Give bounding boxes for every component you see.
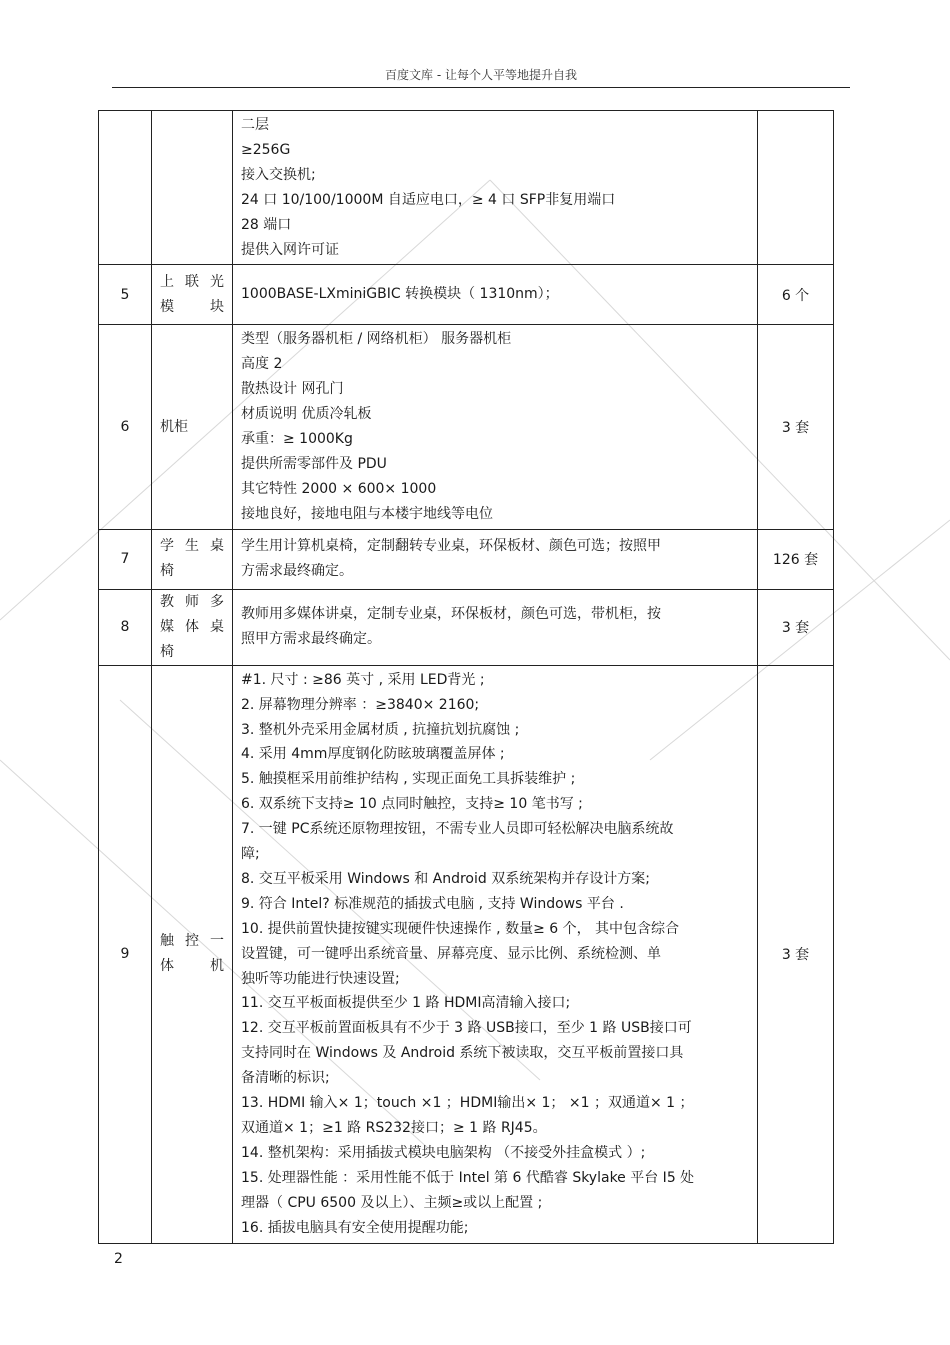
item-spec-cell [233, 529, 758, 589]
item-quantity-cell: 3 套 [758, 325, 834, 529]
spec-line: 散热设计 网孔门 [241, 381, 344, 398]
item-number-cell [99, 111, 152, 265]
spec-line: 其它特性 2000 × 600× 1000 [241, 480, 437, 497]
spec-line: 二层 [241, 117, 269, 133]
spec-line: 方需求最终确定。 [241, 563, 353, 580]
table-row [99, 111, 834, 265]
specification-table [98, 110, 834, 1244]
item-name-line: 椅 [160, 563, 174, 580]
item-name-line: 机柜 [160, 418, 188, 435]
spec-line: 高度 2 [241, 356, 283, 373]
spec-line: 支持同时在 Windows 及 Android 系统下被读取，交互平板前置接口具 [241, 1045, 684, 1062]
spec-line: 材质说明 优质冷轧板 [241, 406, 372, 423]
spec-line: 1000BASE-LXminiGBIC 转换模块（ 1310nm）； [241, 286, 559, 303]
item-name-line: 学 生 桌 [160, 538, 224, 555]
spec-line: 教师用多媒体讲桌，定制专业桌，环保板材，颜色可选，带机柜，按 [241, 606, 661, 623]
item-name-line: 上 联 光 [160, 273, 224, 290]
spec-line: 4. 采用 4mm厚度钢化防眩玻璃覆盖屏体 ; [241, 746, 505, 763]
spec-line: 3. 整机外壳采用金属材质 , 抗撞抗划抗腐蚀 ; [241, 721, 520, 738]
spec-line: 学生用计算机桌椅，定制翻转专业桌，环保板材、颜色可选；按照甲 [241, 538, 661, 555]
item-name-line: 体机 [160, 958, 224, 975]
spec-line: 15. 处理器性能 ：采用性能不低于 Intel 第 6 代酷睿 Skylake 平台 I5 处 [241, 1169, 695, 1186]
spec-line: 提供所需零部件及 PDU [241, 455, 387, 472]
header-rule [112, 87, 850, 88]
item-quantity-cell: 6 个 [758, 265, 834, 325]
item-number-cell: 8 [99, 589, 152, 665]
spec-line: 接入交换机; [241, 166, 316, 183]
spec-line: 2. 屏幕物理分辨率 ：≥3840× 2160; [241, 696, 480, 713]
document-header: 百度文库 - 让每个人平等地提升自我 [385, 68, 577, 82]
spec-line: 24 口 10/100/1000M 自适应电口，≥ 4 口 SFP非复用端口 [241, 191, 616, 208]
item-name-cell [152, 265, 233, 325]
table-row [99, 529, 834, 589]
spec-line: 12. 交互平板前置面板具有不少于 3 路 USB接口，至少 1 路 USB接口可 [241, 1020, 692, 1037]
spec-line: 8. 交互平板采用 Windows 和 Android 双系统架构并存设计方案; [241, 870, 650, 887]
spec-line: 承重：≥ 1000Kg [241, 431, 353, 448]
item-name-cell [152, 111, 233, 265]
table-row [99, 325, 834, 529]
spec-line: 5. 触摸框采用前维护结构 , 实现正面免工具拆装维护 ; [241, 771, 576, 788]
item-name-line: 椅 [160, 643, 174, 660]
item-number-cell: 5 [99, 265, 152, 325]
item-number-cell: 7 [99, 529, 152, 589]
item-quantity-cell: 126 套 [758, 529, 834, 589]
item-name-line: 触 控 一 [160, 933, 224, 950]
item-name-line: 媒 体 桌 [160, 618, 224, 635]
spec-line: 类型（服务器机柜 / 网络机柜） 服务器机柜 [241, 331, 512, 348]
item-quantity-cell: 3 套 [758, 589, 834, 665]
item-name-cell [152, 589, 233, 665]
spec-line: 设置键，可一键呼出系统音量、屏幕亮度、显示比例、系统检测、单 [241, 945, 661, 962]
item-spec-cell [233, 111, 758, 265]
item-name-cell [152, 665, 233, 1243]
spec-line: 提供入网许可证 [241, 241, 339, 258]
spec-line: 6. 双系统下支持≥ 10 点同时触控，支持≥ 10 笔书写 ; [241, 796, 583, 813]
item-name-cell [152, 325, 233, 529]
spec-line: 7. 一键 PC系统还原物理按钮，不需专业人员即可轻松解决电脑系统故 [241, 821, 674, 838]
spec-line: ≥256G [241, 141, 291, 158]
spec-line: 11. 交互平板面板提供至少 1 路 HDMI高清输入接口; [241, 995, 571, 1012]
item-name-line: 教 师 多 [160, 593, 224, 610]
page-number: 2 [114, 1251, 123, 1267]
item-name-line: 模块 [160, 298, 224, 315]
item-quantity-cell [758, 111, 834, 265]
spec-line: 10. 提供前置快捷按键实现硬件快速操作 , 数量≥ 6 个， 其中包含综合 [241, 920, 680, 937]
spec-line: 13. HDMI 输入× 1；touch ×1 ；HDMI输出× 1； ×1 ；双通道× 1 ； [241, 1095, 694, 1112]
spec-line: 双通道× 1；≥1 路 RS232接口；≥ 1 路 RJ45。 [241, 1120, 547, 1136]
item-spec-cell [233, 589, 758, 665]
spec-line: 14. 整机架构：采用插拔式模块电脑架构 （不接受外挂盒模式 ）; [241, 1144, 646, 1161]
item-number-cell: 6 [99, 325, 152, 529]
table-row [99, 589, 834, 665]
item-quantity-cell: 3 套 [758, 665, 834, 1243]
table-row [99, 265, 834, 325]
spec-line: 28 端口 [241, 216, 292, 233]
spec-line: 16. 插拔电脑具有安全使用提醒功能; [241, 1219, 469, 1236]
spec-line: 独听等功能进行快速设置; [241, 970, 400, 987]
spec-line: 备清晰的标识; [241, 1070, 330, 1087]
spec-line: #1. 尺寸 : ≥86 英寸 , 采用 LED背光 ; [241, 671, 485, 688]
item-spec-cell [233, 665, 758, 1243]
spec-line: 照甲方需求最终确定。 [241, 631, 381, 648]
item-spec-cell [233, 325, 758, 529]
spec-line: 理器（ CPU 6500 及以上）、主频≥或以上配置 ; [241, 1194, 543, 1211]
item-spec-cell [233, 265, 758, 325]
spec-line: 障; [241, 846, 260, 863]
item-number-cell: 9 [99, 665, 152, 1243]
item-name-cell [152, 529, 233, 589]
table-row [99, 665, 834, 1243]
spec-line: 9. 符合 Intel? 标准规范的插拔式电脑 , 支持 Windows 平台 . [241, 895, 624, 912]
spec-line: 接地良好，接地电阻与本楼宇地线等电位 [241, 505, 493, 522]
